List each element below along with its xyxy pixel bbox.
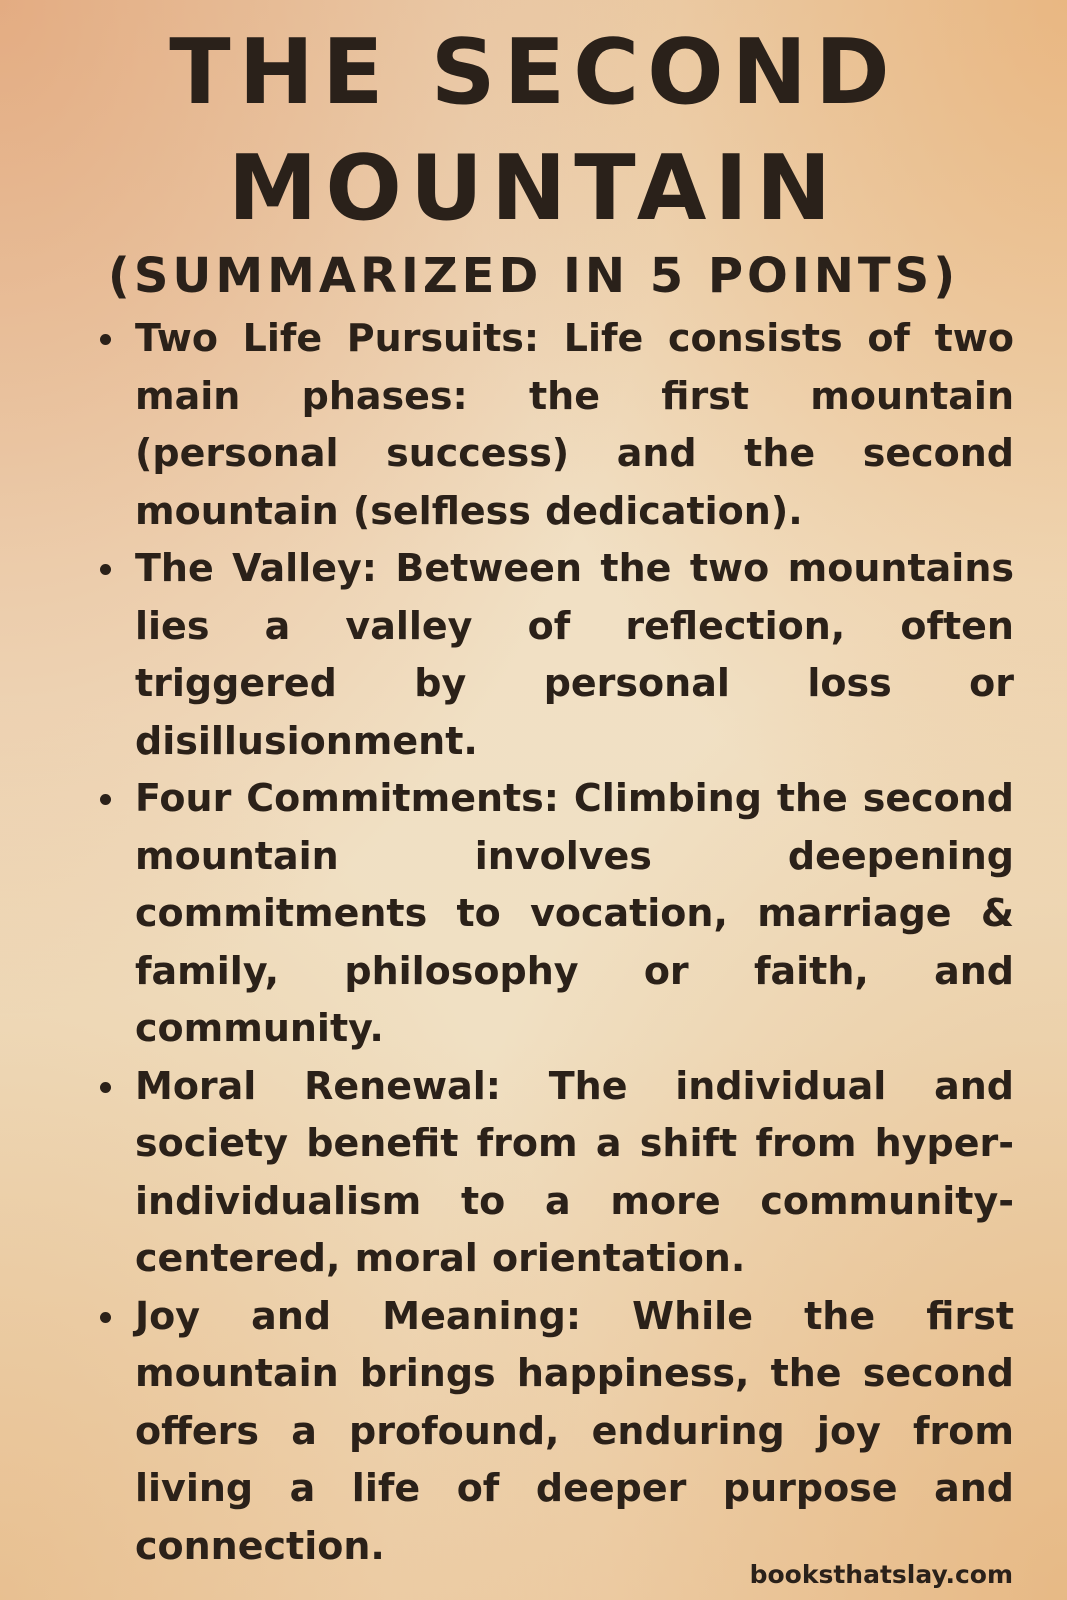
summary-points-list — [100, 310, 1014, 1575]
summary-point-5 — [100, 1288, 1014, 1576]
point-text: Four Commitments: Climbing the second mountain involves deepening commitments to vocation, marriage & family, philosophy or faith, and community. — [135, 776, 1014, 1050]
summary-point-2 — [100, 540, 1014, 770]
summary-point-1 — [100, 310, 1014, 540]
title-line-2: MOUNTAIN — [227, 136, 840, 241]
bullet-icon — [100, 794, 111, 805]
title-line-1: THE SECOND — [169, 20, 898, 125]
subtitle: (SUMMARIZED IN 5 POINTS) — [107, 248, 960, 304]
bullet-icon — [100, 334, 111, 345]
website-credit: booksthatslay.com — [749, 1560, 1013, 1589]
bullet-icon — [100, 564, 111, 575]
point-text: Two Life Pursuits: Life consists of two main phases: the first mountain (personal success) and the second mountain (selfless dedication). — [135, 316, 1014, 533]
bullet-icon — [100, 1312, 111, 1323]
point-text: Joy and Meaning: While the first mountain brings happiness, the second offers a profound, enduring joy from living a life of deeper purpose and connection. — [135, 1293, 1014, 1568]
point-text: The Valley: Between the two mountains lies a valley of reflection, often triggered by personal loss or disillusionment. — [135, 546, 1014, 763]
summary-point-3 — [100, 770, 1014, 1058]
bullet-icon — [100, 1082, 111, 1093]
summary-point-4 — [100, 1058, 1014, 1288]
point-text: Moral Renewal: The individual and society benefit from a shift from hyper-individualism to a more community-centered, moral orientation. — [135, 1063, 1014, 1280]
